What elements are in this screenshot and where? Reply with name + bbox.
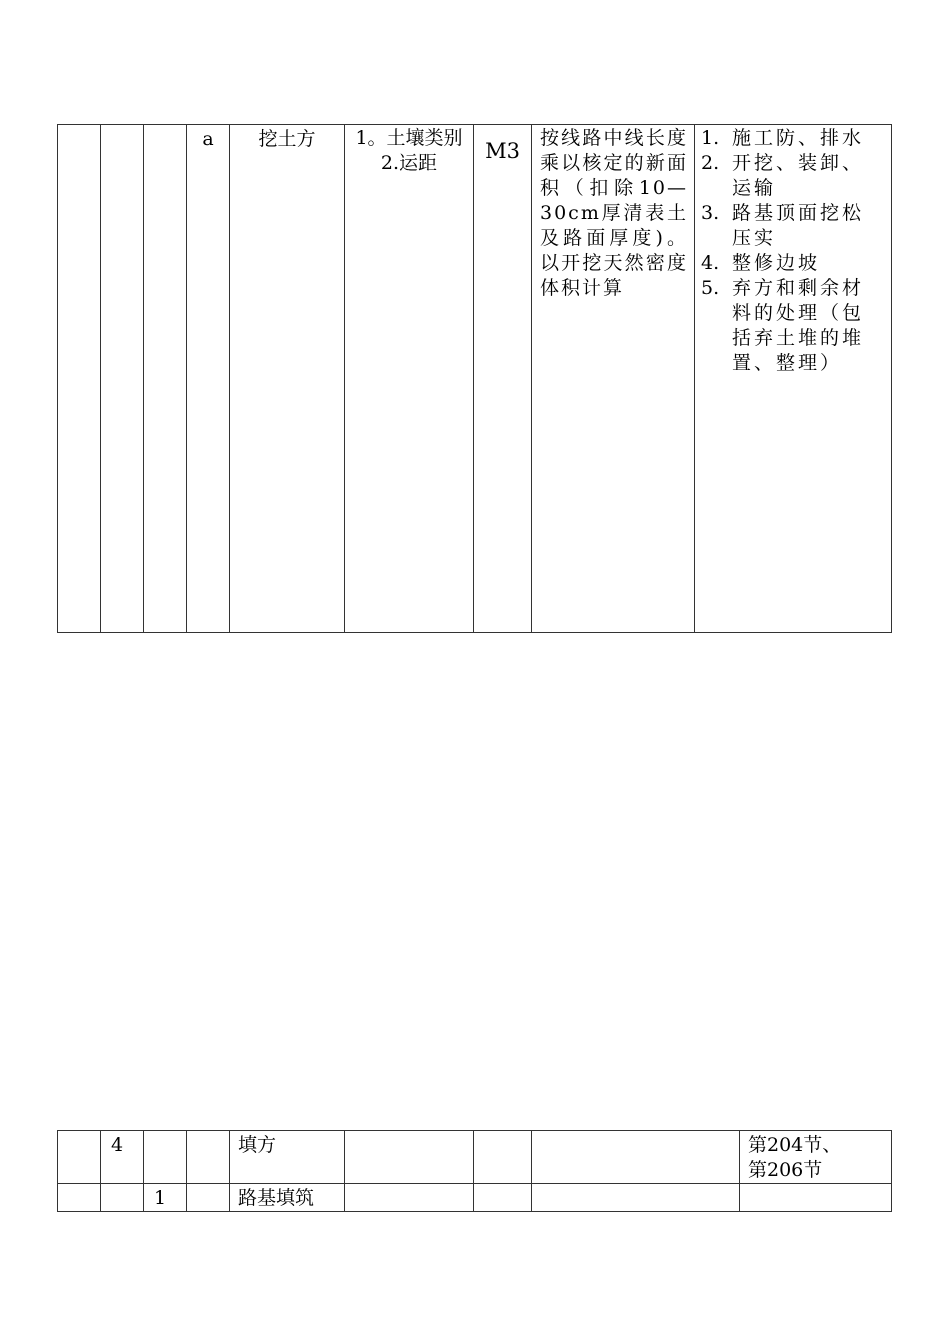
cell-blank (532, 1131, 740, 1184)
table-row (58, 1131, 892, 1184)
list-item: 5. 弃方和剩余材料的处理（包括弃土堆的堆置、整理） (701, 277, 865, 374)
cell-unit: M3 (474, 125, 532, 633)
cell-item-name: 填方 (230, 1131, 345, 1184)
spec-table-fill (57, 1130, 892, 1212)
feature-line: 1。土壤类别 (355, 127, 463, 149)
cell-item-number: 1 (144, 1184, 187, 1212)
cell-item-features (345, 125, 474, 633)
cell-item-blank (144, 125, 187, 633)
cell-item-name: 挖土方 (230, 125, 345, 633)
cell-blank (58, 1184, 101, 1212)
table-row (58, 1184, 892, 1212)
cell-section-number: 4 (101, 1131, 144, 1184)
list-item: 3. 路基顶面挖松压实 (701, 202, 865, 249)
list-item: 1. 施工防、排水 (701, 127, 865, 149)
cell-blank (532, 1184, 740, 1212)
cell-blank (345, 1184, 474, 1212)
cell-item-name: 路基填筑 (230, 1184, 345, 1212)
list-item: 4. 整修边坡 (701, 252, 821, 274)
cell-blank (474, 1131, 532, 1184)
cell-work-content (695, 125, 892, 633)
cell-blank (474, 1184, 532, 1212)
cell-blank (144, 1131, 187, 1184)
cell-blank (345, 1131, 474, 1184)
cell-measurement-rule: 按线路中线长度乘以核定的新面积（扣除10—30cm厚清表土及路面厚度)。以开挖天然密度体积计算 (532, 125, 695, 633)
feature-line: 2.运距 (380, 152, 438, 174)
cell-subsection-blank (101, 125, 144, 633)
cell-clause-reference: 第204节、 第206节 (740, 1131, 892, 1184)
cell-blank (58, 1131, 101, 1184)
cell-blank (740, 1184, 892, 1212)
table-row (58, 125, 892, 633)
cell-blank (187, 1184, 230, 1212)
list-item: 2. 开挖、装卸、运输 (701, 152, 865, 199)
cell-blank (101, 1184, 144, 1212)
spec-table-excavation (57, 124, 892, 633)
cell-blank (187, 1131, 230, 1184)
cell-section-blank (58, 125, 101, 633)
cell-item-letter: a (187, 125, 230, 633)
